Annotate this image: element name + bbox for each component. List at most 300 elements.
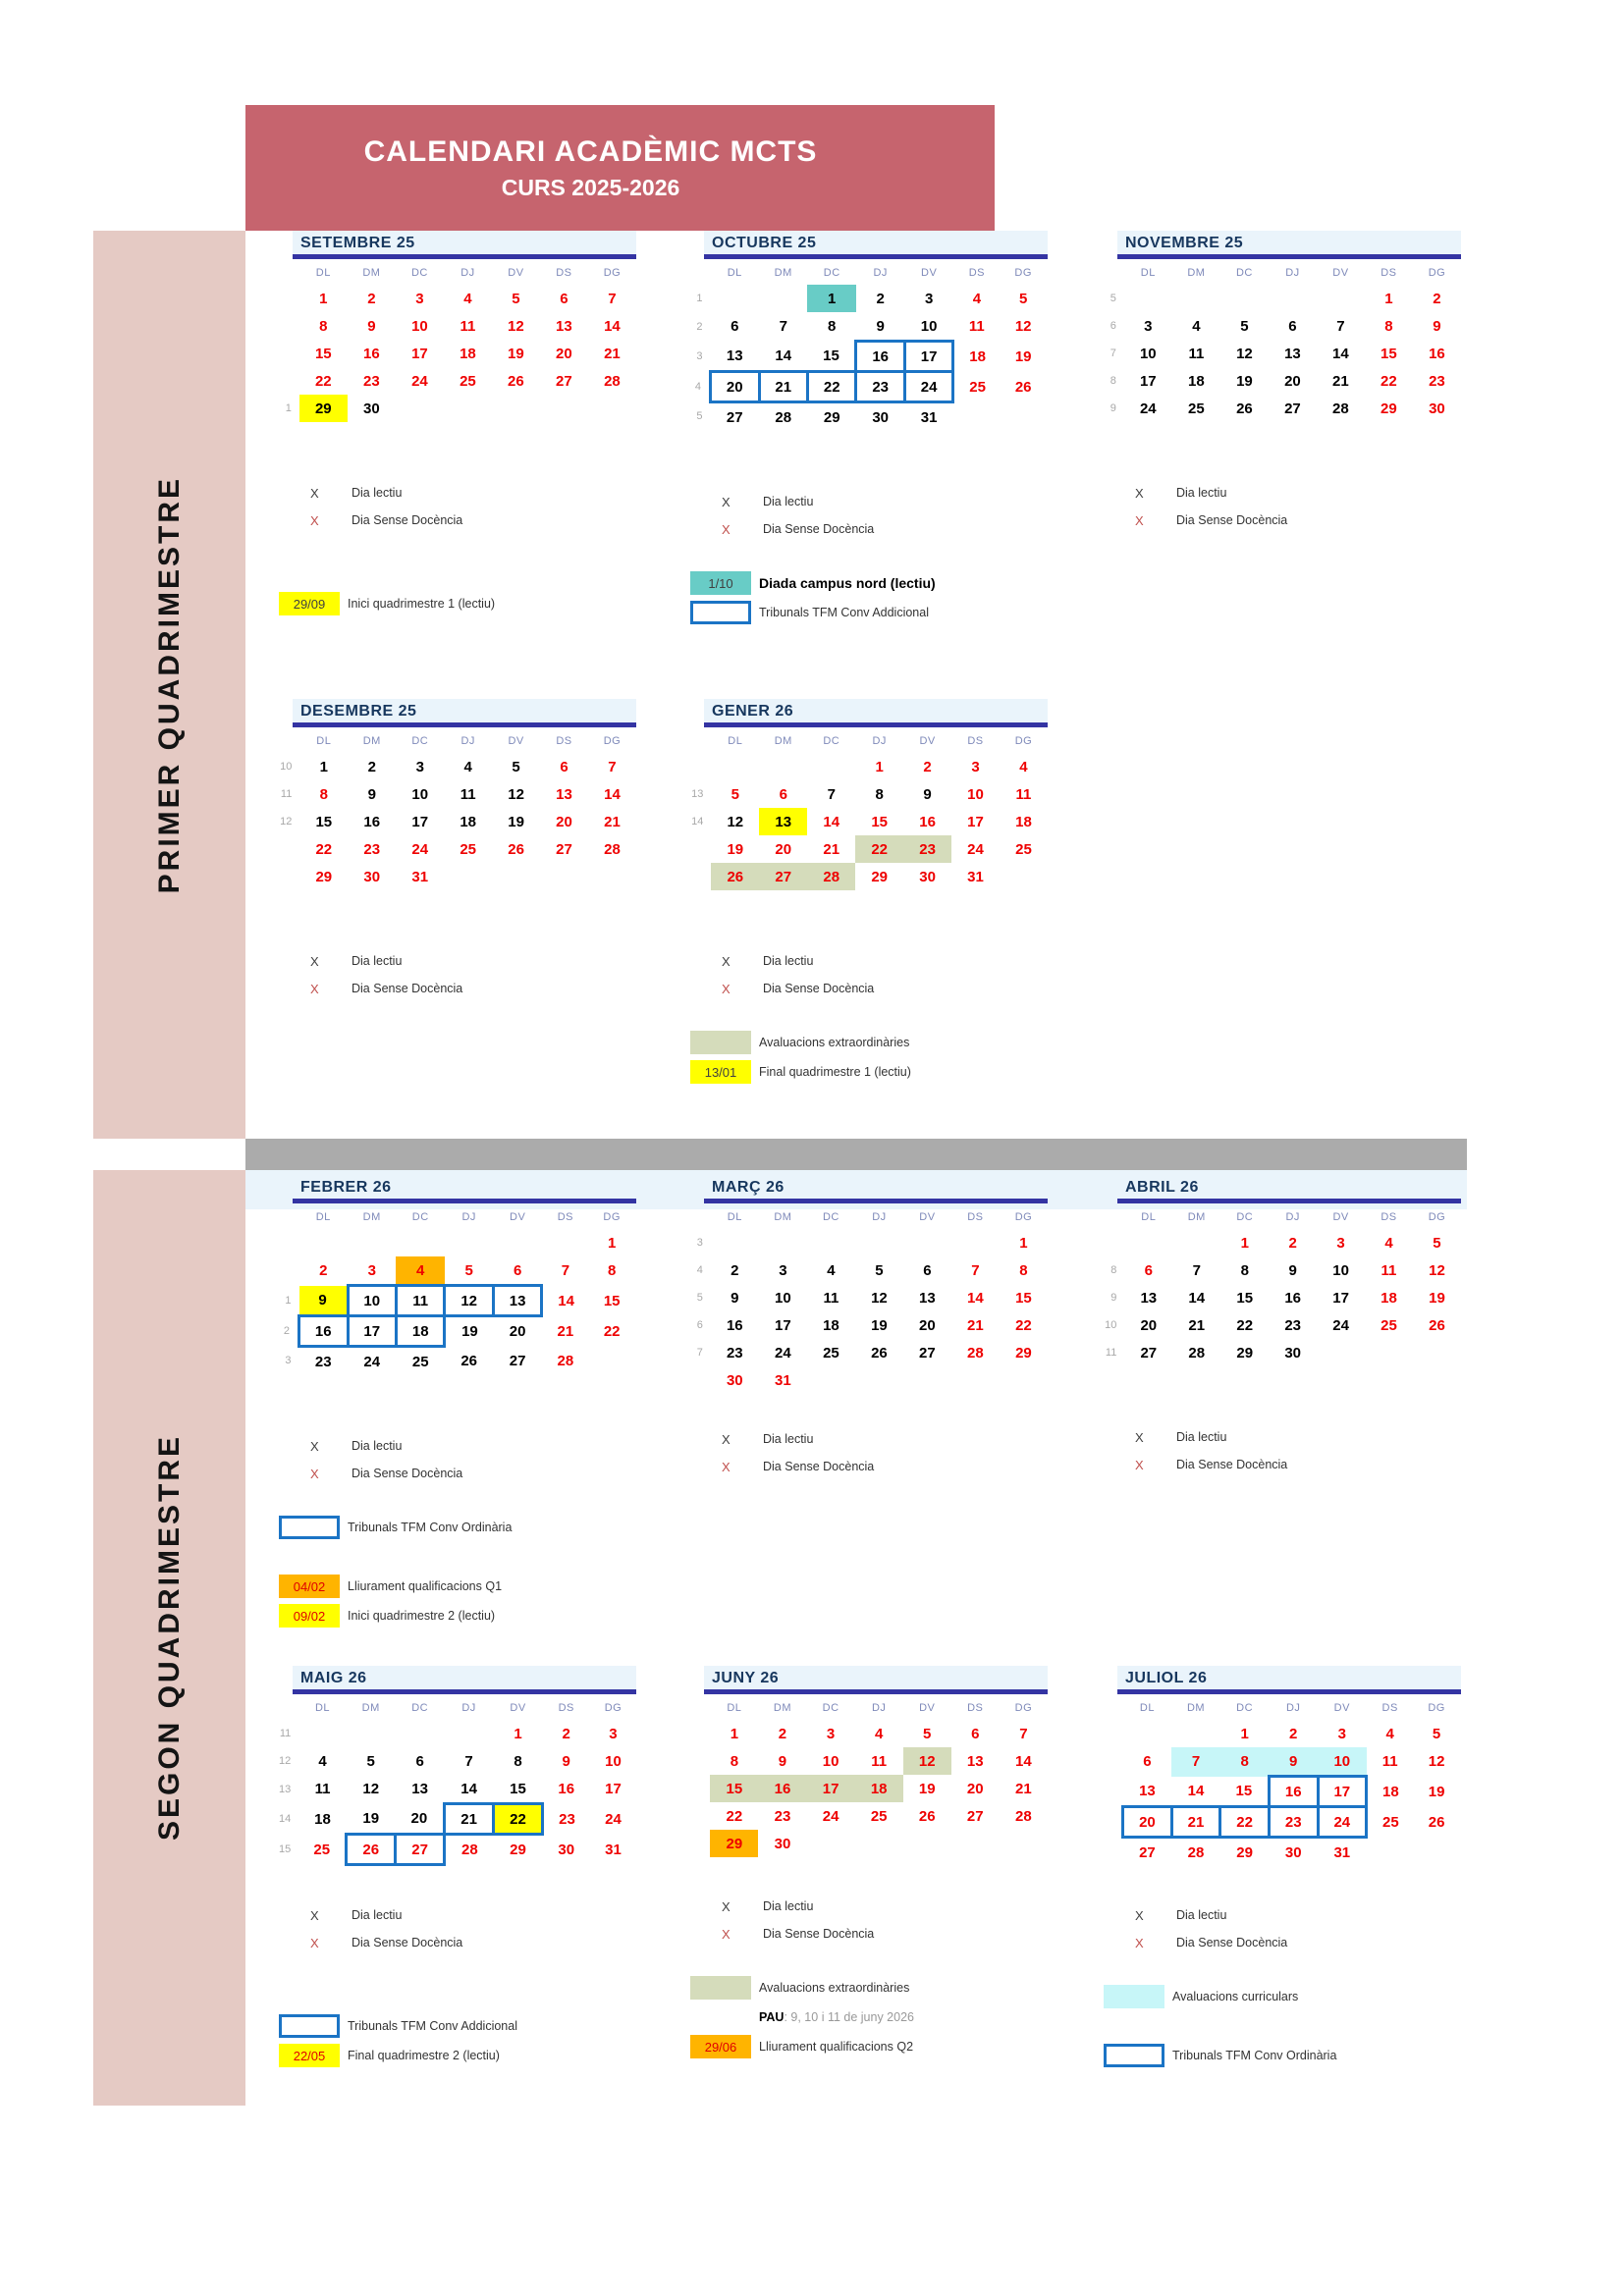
day-cell: 10 [605,1752,622,1770]
week-row [675,863,1048,890]
week-row [263,312,636,340]
day-cell: 15 [314,345,332,362]
week-row [1088,395,1461,422]
week-number: 11 [1105,1347,1117,1359]
day-cell: 24 [1332,1316,1349,1334]
day-cell: 20 [556,345,572,362]
day-cell: 1 [608,1234,617,1252]
week-row [675,1830,1048,1857]
day-cell: 25 [411,1353,429,1370]
day-cell: 26 [1429,1316,1445,1334]
month-grid [1088,1696,1461,1866]
day-cell [588,863,636,890]
day-cell: 12 [508,317,524,335]
week-number: 9 [1110,1292,1117,1304]
month-grid [675,1205,1048,1394]
month-grid [263,729,636,890]
day-cell: 29 [299,395,348,422]
day-cell: 28 [460,1842,478,1859]
day-cell: 30 [363,868,381,885]
day-cell: 4 [1384,1234,1393,1252]
day-header-row [675,1696,1048,1720]
week-number: 5 [1110,293,1116,304]
day-cell: 1 [1240,1725,1249,1742]
x-red-symbol: X [310,1466,319,1481]
sidebar-first-quadrimester [93,231,245,1139]
day-cell: 13 [411,1781,428,1798]
day-cell [1172,285,1220,312]
day-cell: 25 [460,372,476,390]
day-header: DJ [460,267,475,279]
day-cell: 28 [557,1352,574,1369]
day-cell: 20 [711,372,759,402]
day-header: DV [921,267,938,279]
day-cell: 2 [1289,1725,1298,1742]
week-number [263,1229,299,1256]
x-red-symbol: X [310,1935,319,1950]
day-cell: 5 [875,1261,884,1279]
day-cell: 27 [966,1807,984,1825]
day-cell: 22 [855,835,903,863]
day-cell: 25 [460,840,477,858]
week-number [1088,1777,1123,1807]
day-header: DL [315,267,331,279]
special-legend-label: Avaluacions curriculars [1172,1990,1299,2003]
day-cell: 30 [774,1835,791,1852]
day-cell: 18 [460,345,476,362]
week-row [675,1256,1048,1284]
day-header: DM [1186,1702,1206,1714]
legend-spacer [279,1982,636,2011]
day-cell [1123,1720,1172,1747]
day-header-row [263,261,636,285]
day-cell: 16 [363,813,381,830]
week-number: 1 [285,402,292,414]
day-cell [903,1229,951,1256]
month-grid [1088,1205,1461,1366]
month-novembre [1088,231,1461,534]
special-legend-row [690,1057,1048,1087]
legend-row [1135,479,1461,507]
day-cell: 9 [876,317,885,335]
day-cell: 14 [775,347,792,364]
day-cell: 30 [726,1371,743,1389]
tfm-box-swatch [279,1516,340,1539]
day-cell: 3 [971,758,980,775]
day-cell [903,1366,951,1394]
day-cell: 29 [871,868,889,885]
month-febrer [263,1175,636,1630]
day-cell [1317,285,1365,312]
special-legend-block [279,560,636,618]
day-cell: 11 [460,317,476,335]
day-cell: 15 [1235,1782,1253,1799]
day-cell: 18 [396,1316,444,1347]
day-cell: 19 [871,1316,888,1334]
day-cell [540,863,588,890]
day-cell: 10 [348,1286,396,1316]
day-cell: 17 [807,1775,855,1802]
x-red-symbol: X [722,981,731,996]
day-header-row [675,261,1047,285]
x-black-symbol: X [310,485,319,501]
week-number: 2 [696,320,703,333]
day-cell: 2 [876,290,885,307]
week-row [675,780,1048,808]
day-cell: 23 [1429,372,1445,390]
day-cell: 16 [1429,345,1445,362]
day-cell [1171,1720,1220,1747]
week-row [675,1720,1048,1747]
day-cell [807,1229,855,1256]
legend-row [1135,1451,1461,1478]
week-number: 13 [691,788,704,800]
day-cell: 31 [605,1841,622,1858]
day-cell: 19 [1429,1289,1445,1307]
day-cell: 23 [856,372,904,402]
week-number: 2 [283,1325,291,1337]
day-cell: 26 [1014,378,1032,396]
day-cell: 30 [1429,400,1445,417]
day-cell: 9 [562,1752,570,1770]
day-cell: 5 [923,1725,932,1742]
day-cell: 12 [1429,1261,1445,1279]
day-header: DC [822,1702,839,1714]
day-header: DC [411,1702,429,1714]
legend-label: Dia Sense Docència [352,982,463,995]
legend-label: Dia lectiu [763,954,814,968]
legend-label: Dia lectiu [1176,1908,1227,1922]
day-cell: 9 [367,317,376,335]
week-row [263,1835,636,1865]
day-cell: 24 [411,840,429,858]
day-cell: 14 [460,1780,477,1797]
day-cell [1269,285,1317,312]
day-header: DC [411,735,429,747]
day-cell: 3 [826,1725,836,1742]
week-number [675,1747,710,1775]
day-cell: 27 [726,408,743,426]
week-row [1088,340,1461,367]
day-cell: 25 [1015,840,1032,858]
day-cell: 24 [605,1810,622,1828]
legend-block [1135,1901,1461,1956]
day-cell: 6 [1143,1753,1152,1771]
legend-spacer [279,560,636,589]
week-row [675,808,1048,835]
week-number [263,367,299,395]
day-cell: 25 [1382,1813,1399,1831]
day-cell: 8 [875,785,884,803]
legend-label: Dia Sense Docència [352,513,463,527]
day-cell: 7 [1019,1725,1028,1742]
day-header: DL [314,1702,331,1714]
month-title: JUNY 26 [704,1666,1048,1694]
day-cell: 29 [1236,1344,1254,1362]
day-cell: 11 [396,1286,444,1316]
week-number: 6 [696,1319,703,1331]
day-cell: 26 [508,840,524,858]
day-cell [492,395,540,422]
day-cell: 2 [367,758,376,775]
day-cell: 4 [318,1752,327,1770]
week-row [263,1747,636,1775]
week-number-header [263,729,299,753]
day-cell [953,402,1001,432]
day-cell: 9 [778,1752,787,1770]
day-cell: 28 [1187,1843,1205,1861]
day-cell [711,1229,759,1256]
day-cell: 20 [775,840,792,858]
day-header: DV [919,735,936,747]
week-number [1088,1747,1123,1777]
day-header: DM [774,1211,792,1223]
day-cell: 28 [1188,1344,1206,1362]
day-cell: 18 [1382,1783,1399,1800]
day-cell: 24 [822,1807,839,1825]
day-header: DM [1187,1211,1206,1223]
day-header: DV [510,1702,526,1714]
day-cell [444,395,492,422]
day-cell: 19 [508,813,524,830]
color-swatch [690,1031,751,1054]
day-cell: 29 [315,868,333,885]
week-row [263,1804,636,1835]
day-header: DG [1014,1702,1033,1714]
color-swatch: 29/06 [690,2035,751,2058]
x-black-symbol: X [722,494,731,509]
legend-label: Dia lectiu [352,1908,403,1922]
day-cell: 4 [827,1261,836,1279]
day-header-row [263,1205,635,1229]
day-cell: 11 [1381,1753,1398,1771]
legend-block [722,488,1048,543]
special-legend-block [279,1513,636,1630]
day-header: DC [1235,267,1253,279]
day-cell: 13 [919,1289,936,1307]
x-red-symbol: X [722,521,731,537]
week-number: 7 [1110,347,1116,359]
week-row [1088,1339,1461,1366]
x-black-symbol: X [722,953,731,969]
day-cell: 7 [561,1262,570,1280]
day-cell: 17 [1332,1289,1349,1307]
week-number [1088,1838,1123,1867]
day-cell: 31 [1333,1843,1351,1861]
day-cell [1124,285,1172,312]
x-red-symbol: X [1135,512,1144,528]
day-cell [348,1229,396,1256]
day-cell: 26 [1236,400,1253,417]
day-cell [759,1229,807,1256]
day-header: DC [1236,1702,1254,1714]
special-legend-label: Lliurament qualificacions Q1 [348,1579,503,1593]
day-cell: 14 [1015,1752,1032,1770]
day-header: DV [510,1211,526,1223]
special-legend-block [1104,1982,1461,2070]
day-cell: 15 [603,1292,621,1309]
day-cell [444,863,492,890]
day-cell [396,395,444,422]
day-cell: 1 [730,1725,739,1742]
day-cell: 8 [730,1752,739,1770]
day-cell: 28 [1015,1807,1032,1825]
day-cell: 23 [1269,1807,1318,1838]
week-number: 11 [279,1728,292,1739]
day-cell: 7 [1171,1747,1220,1777]
second-quadrimester-label: SEGON QUADRIMESTRE [152,1434,186,1842]
day-cell [1414,1838,1460,1867]
day-header: DS [557,1211,573,1223]
day-cell: 22 [1015,1316,1032,1334]
special-legend-row [1104,2041,1461,2070]
day-cell: 2 [1433,290,1441,307]
week-number: 8 [1110,375,1116,387]
week-row [675,1284,1048,1311]
week-number-header [675,1696,710,1720]
day-cell: 17 [605,1781,622,1798]
day-header: DJ [1285,1211,1300,1223]
day-header: DL [1139,1702,1155,1714]
day-cell: 21 [604,813,621,830]
week-row [675,312,1047,342]
tfm-box-swatch [279,2014,340,2038]
day-cell: 16 [758,1775,806,1802]
day-cell: 6 [415,1752,424,1770]
day-cell: 20 [410,1809,428,1827]
day-header: DG [603,267,622,279]
legend-row [722,488,1048,515]
special-legend-label: Avaluacions extraordinàries [759,1981,910,1995]
week-row [1088,1807,1460,1838]
day-header: DV [508,267,524,279]
month-grid [675,729,1048,890]
day-cell: 3 [1337,1725,1346,1742]
day-cell: 3 [1336,1234,1345,1252]
day-cell: 6 [731,318,739,336]
day-cell: 15 [1380,345,1397,362]
color-swatch: 22/05 [279,2044,340,2067]
color-swatch: 04/02 [279,1575,340,1598]
day-header: DS [1380,267,1397,279]
special-legend-row [690,598,1048,627]
day-cell: 28 [775,408,792,426]
week-number: 14 [279,1813,292,1825]
day-cell: 9 [1269,1747,1318,1777]
x-black-symbol: X [310,1438,319,1454]
day-cell: 20 [1284,372,1301,390]
week-number: 5 [696,1292,703,1304]
day-header: DC [410,267,428,279]
day-cell: 5 [1240,317,1249,335]
day-cell: 10 [411,785,429,803]
day-header: DS [1380,1211,1397,1223]
week-number: 6 [1110,320,1116,332]
day-cell: 4 [874,1725,884,1742]
day-cell: 16 [919,813,936,830]
week-row [675,402,1047,432]
day-cell: 12 [362,1781,380,1798]
day-cell: 28 [1332,400,1349,417]
day-cell [542,1229,589,1256]
day-header: DL [727,1702,742,1714]
week-number [263,1256,299,1286]
legend-label: Dia Sense Docència [352,1467,463,1480]
legend-row [310,507,636,534]
day-cell: 17 [411,813,429,830]
day-cell: 6 [779,785,787,803]
special-legend-row [690,2032,1048,2061]
legend-spacer [279,1542,636,1572]
week-row [675,1747,1048,1775]
week-number-header [675,729,711,753]
legend-block [1135,1423,1461,1478]
day-cell [396,1229,444,1256]
day-cell [903,1830,951,1857]
day-cell: 14 [1332,345,1349,362]
day-cell: 30 [558,1841,575,1858]
day-cell [1000,863,1048,890]
week-number [263,312,299,340]
day-cell: 31 [411,868,429,885]
day-cell: 12 [445,1286,493,1316]
day-cell: 24 [775,1344,791,1362]
day-cell: 1 [1384,290,1393,307]
day-cell: 12 [508,785,524,803]
day-cell: 21 [823,840,840,858]
day-cell [492,863,540,890]
day-header: DM [362,1211,381,1223]
day-cell: 23 [903,835,951,863]
day-cell: 5 [512,758,520,775]
legend-block [722,1893,1048,1948]
day-cell: 28 [967,1344,984,1362]
day-cell: 14 [604,785,621,803]
day-cell: 18 [1188,372,1205,390]
day-cell: 16 [299,1316,348,1347]
month-grid [263,1205,636,1375]
day-cell: 16 [1284,1289,1302,1307]
day-cell: 22 [807,372,855,402]
day-header: DG [603,735,622,747]
day-cell: 17 [411,345,428,362]
month-gener [675,699,1048,1087]
day-cell: 1 [1019,1234,1028,1252]
day-cell: 18 [1015,813,1032,830]
x-red-symbol: X [722,1459,731,1474]
week-number [675,835,711,863]
day-cell: 21 [557,1322,574,1340]
day-cell: 26 [508,372,524,390]
day-cell: 11 [968,318,985,336]
day-cell [855,1830,903,1857]
legend-row [310,1901,636,1929]
legend-row [722,1453,1048,1480]
day-header: DM [774,735,792,747]
day-cell: 27 [1139,1843,1156,1861]
legend-row [310,947,636,975]
day-cell: 11 [460,785,476,803]
day-header: DV [919,1702,936,1714]
day-cell: 12 [903,1747,951,1775]
day-header: DM [362,267,381,279]
day-cell: 8 [1384,317,1393,335]
day-header: DG [1428,1211,1446,1223]
x-red-symbol: X [722,1926,731,1942]
day-cell: 10 [1139,345,1157,362]
day-cell: 13 [966,1752,984,1770]
day-cell: 22 [1236,1316,1254,1334]
